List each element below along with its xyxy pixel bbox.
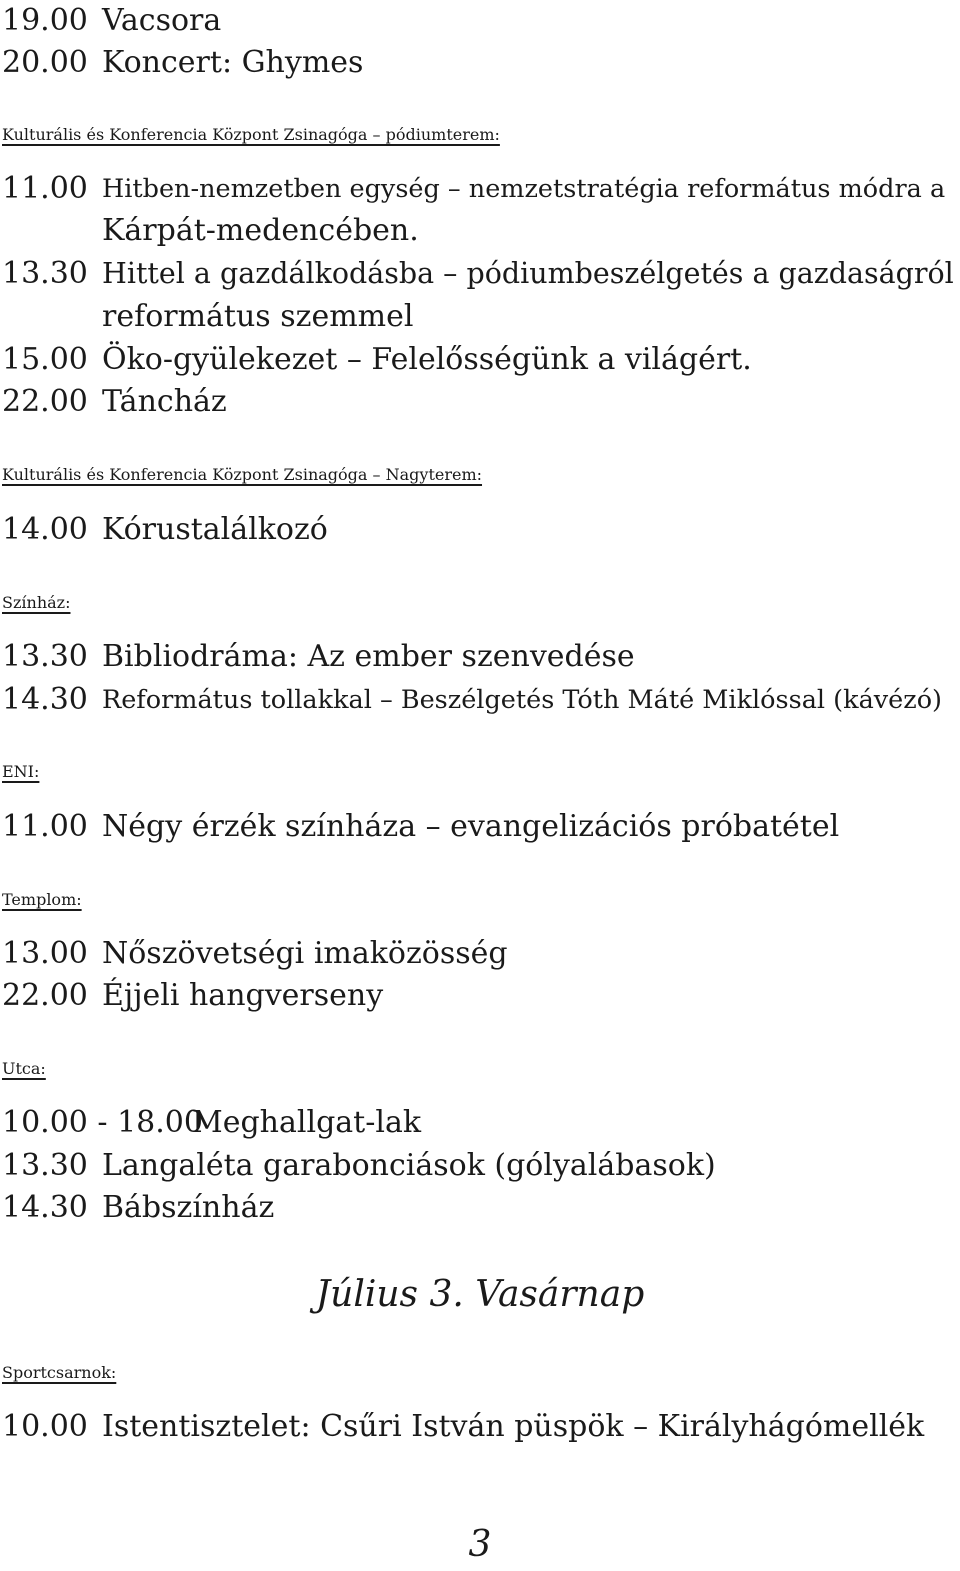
day-title: Július 3. Vasárnap (315, 1274, 645, 1315)
event-title: Öko-gyülekezet – Felelősségünk a világért. (102, 342, 752, 377)
event-title: Vacsora (102, 3, 222, 38)
schedule-row (0, 42, 960, 84)
schedule-row (0, 1145, 960, 1187)
schedule-row (0, 253, 960, 295)
event-title: Táncház (102, 384, 227, 419)
event-title: Hittel a gazdálkodásba – pódiumbeszélgetés a gazdaságról (102, 257, 954, 290)
event-title: Istentisztelet: Csűri István püspök – Királyhágómellék (102, 1409, 925, 1444)
event-time: 13.00 (2, 936, 88, 971)
event-time: 14.00 (2, 512, 88, 547)
event-title: Meghallgat-lak (192, 1105, 422, 1140)
event-title: Hitben-nemzetben egység – nemzetstratégia református módra a (102, 174, 946, 204)
schedule-row (0, 975, 960, 1017)
venue-heading-eni: ENI: (2, 762, 40, 781)
event-title-continuation: Kárpát-medencében. (102, 213, 419, 248)
event-time: 11.00 (2, 171, 88, 206)
venue-heading-sportcsarnok: Sportcsarnok: (2, 1363, 117, 1382)
event-title: Nőszövetségi imaközösség (102, 936, 508, 971)
event-time: 13.30 (2, 1148, 88, 1183)
event-title: Éjjeli hangverseny (102, 978, 384, 1013)
schedule-row (0, 339, 960, 381)
event-time: 22.00 (2, 384, 88, 419)
event-time: 22.00 (2, 978, 88, 1013)
schedule-row-continuation (0, 296, 960, 338)
schedule-row (0, 1406, 960, 1448)
event-title: Református tollakkal – Beszélgetés Tóth Máté Miklóssal (kávézó) (102, 685, 943, 715)
event-time: 20.00 (2, 45, 88, 80)
schedule-row (0, 381, 960, 423)
schedule-row (0, 168, 960, 210)
event-time: 14.30 (2, 682, 88, 717)
event-title: Langaléta garabonciások (gólyalábasok) (102, 1148, 716, 1183)
schedule-row-continuation (0, 210, 960, 252)
page-number: 3 (468, 1524, 492, 1565)
venue-heading-szinhaz: Színház: (2, 593, 71, 612)
schedule-row (0, 679, 960, 721)
venue-heading-nagyterem: Kulturális és Konferencia Központ Zsinagóga – Nagyterem: (2, 465, 483, 484)
event-time: 10.00 (2, 1409, 88, 1444)
schedule-row (0, 509, 960, 551)
venue-heading-utca: Utca: (2, 1059, 46, 1078)
event-time: 10.00 - 18.00 (2, 1105, 203, 1140)
event-time: 14.30 (2, 1190, 88, 1225)
event-time: 13.30 (2, 639, 88, 674)
event-time: 11.00 (2, 809, 88, 844)
event-title: Kórustalálkozó (102, 512, 328, 547)
event-title-continuation: református szemmel (102, 299, 414, 334)
event-time: 13.30 (2, 256, 88, 291)
schedule-row (0, 0, 960, 42)
schedule-row (0, 1102, 960, 1144)
schedule-row (0, 1187, 960, 1229)
venue-heading-podium: Kulturális és Konferencia Központ Zsinagóga – pódiumterem: (2, 125, 500, 144)
schedule-row (0, 636, 960, 678)
event-title: Négy érzék színháza – evangelizációs próbatétel (102, 809, 840, 844)
schedule-row (0, 806, 960, 848)
event-title: Koncert: Ghymes (102, 45, 364, 80)
event-title: Bibliodráma: Az ember szenvedése (102, 639, 635, 674)
event-time: 19.00 (2, 3, 88, 38)
event-title: Bábszínház (102, 1190, 275, 1225)
venue-heading-templom: Templom: (2, 890, 82, 909)
schedule-row (0, 933, 960, 975)
event-time: 15.00 (2, 342, 88, 377)
